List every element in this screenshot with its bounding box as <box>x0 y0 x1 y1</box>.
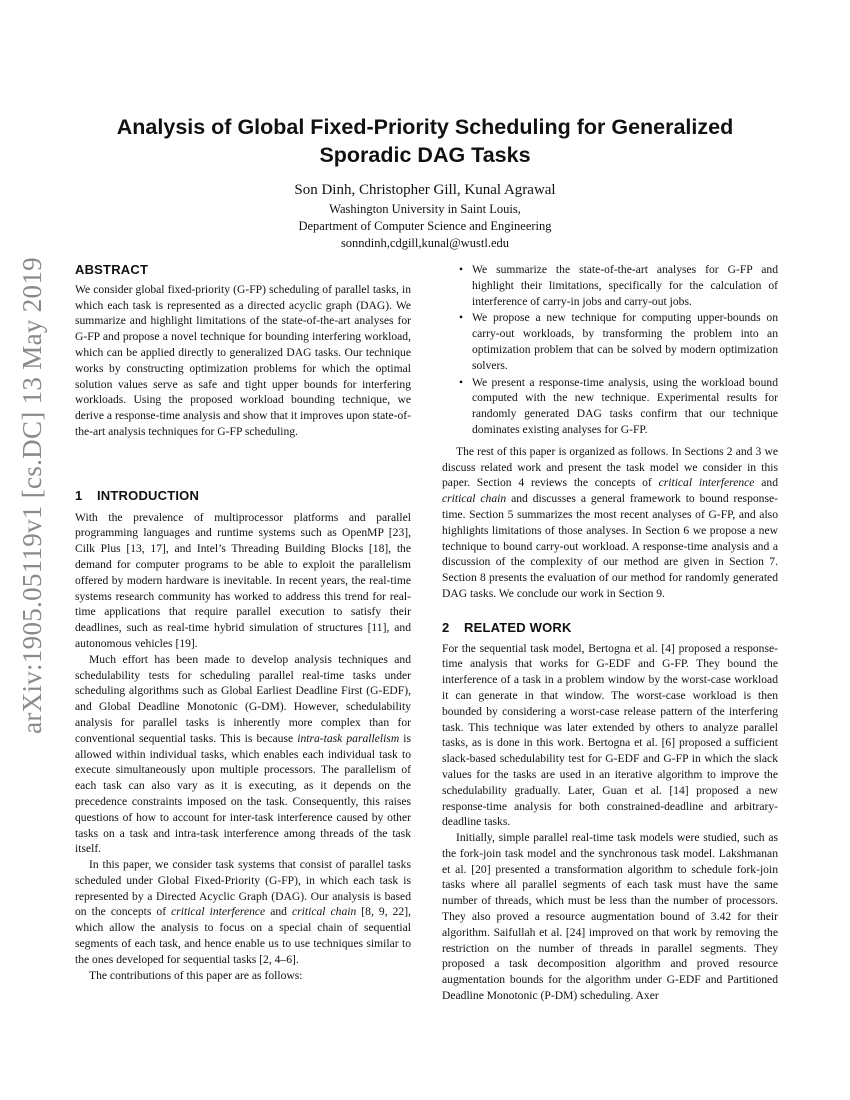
author-emails: sonndinh,cdgill,kunal@wustl.edu <box>340 236 510 250</box>
abstract-text: We consider global fixed-priority (G-FP) scheduling of parallel tasks, in which each task is represented as a directed acyclic graph (DAG). We summarize and highlight limitations of the state-of-the-art analyses for G-FP and propose a novel technique for bounding interfering workload, which can be applied directly to generalized DAG tasks. Our technique works by constructing optimization problems for which the optimal solution values serve as safe and tight upper bounds for interfering workloads. Using the proposed workload bounding technique, we derive a response-time analysis and show that it improves upon state-of-the-art analysis techniques for G-FP scheduling. <box>75 282 411 438</box>
paper-title: Analysis of Global Fixed-Priority Scheduling for Generalized Sporadic DAG Tasks <box>116 115 734 167</box>
abstract-heading: ABSTRACT <box>75 262 149 277</box>
related-paragraph-1: For the sequential task model, Bertogna et al. [4] proposed a response-time analysis that works for G-EDF and G-FP. They bound the interference of a task in a problem window by the worst-case workload it can generate in that window. The worst-case workload is then bounded by considering a worst-case release pattern of the interfering task. This technique was later extended by others to analyze parallel tasks, as is done in this work. Bertogna et al. [6] proposed a sufficient slack-based schedulability test for G-EDF and G-FP in which the slack values for the tasks are used in an iterative algorithm to improve the schedulability gradually. Later, Guan et al. [14] proposed a new response-time analysis for both constrained-deadline and arbitrary-deadline tasks. <box>442 641 778 829</box>
left-column <box>75 262 411 983</box>
section-number: 2 <box>442 619 450 635</box>
related-work-heading <box>442 620 778 636</box>
organization-paragraph: The rest of this paper is organized as follows. In Sections 2 and 3 we discuss related work and present the task model we consider in this paper. Section 4 reviews the concepts of critical interference and critical chain and discusses a general framework to bound response-time. Section 5 summarizes the most recent analyses of G-FP, and also highlights limitations of those analyses. In Section 6 we propose a new technique to bound carry-out workload. A response-time analysis and a discussion of the complexity of our method are given in Section 7. Section 8 presents the evaluation of our method for randomly generated DAG tasks. We conclude our work in Section 9. <box>442 444 779 600</box>
department: Department of Computer Science and Engineering <box>298 219 552 233</box>
list-item: • We summarize the state-of-the-art analyses for G-FP and highlight their limitations, specifically for the calculation of interference of carry-in jobs and carry-out jobs. <box>472 262 778 309</box>
intro-paragraph-1: With the prevalence of multiprocessor platforms and parallel programming languages and runtime systems such as OpenMP [23], Cilk Plus [13, 17], and Intel’s Threading Building Blocks [18], the demand for computer programs to be able to exploit the parallelism offered by modern hardware is inevitable. In recent years, the real-time systems research community has worked to address this trend for real-time applications that require parallel execution to satisfy their deadlines, such as real-time hybrid simulation of structures [11], and autonomous vehicles [19]. <box>75 510 411 650</box>
introduction-heading <box>75 488 411 504</box>
affiliation-block <box>75 201 775 252</box>
contributions-list <box>442 262 778 438</box>
intro-paragraph-3: In this paper, we consider task systems that consist of parallel tasks scheduled under Global Fixed-Priority (G-FP), in which each task is represented by a Directed Acyclic Graph (DAG). Our analysis is based on the concepts of critical interference and critical chain [8, 9, 22], which allow the analysis to focus on a special chain of sequential segments of each task, and hence enable us to use techniques similar to the ones developed for sequential tasks [2, 4–6]. <box>75 858 411 966</box>
right-column <box>442 262 778 1004</box>
institution: Washington University in Saint Louis, <box>329 202 521 216</box>
author-list: Son Dinh, Christopher Gill, Kunal Agrawal <box>294 182 556 198</box>
list-item: • We propose a new technique for computing upper-bounds on carry-out workloads, by transforming the problem into an optimization problem that can be solved by modern optimization solvers. <box>472 310 778 373</box>
arxiv-identifier-text: arXiv:1905.05119v1 [cs.DC] 13 May 2019 <box>16 256 47 734</box>
section-title: INTRODUCTION <box>97 487 200 503</box>
section-number: 1 <box>75 487 83 503</box>
related-paragraph-2: Initially, simple parallel real-time task models were studied, such as the fork-join task model and the synchronous task model. Lakshmanan et al. [20] presented a transformation algorithm to schedule fork-join tasks where all parallel segments of each task must have the same number of threads, which must be less than the number of processors. They also proved a resource augmentation bound of 3.42 for their algorithm. Saifullah et al. [24] improved on that work by removing the restriction on the number of threads in parallel segments. They proposed a task decomposition algorithm and proved resource augmentation bounds for the algorithm under G-EDF and Partitioned Deadline Monotonic (P-DM) scheduling. Axer <box>442 831 778 1003</box>
list-item: • We present a response-time analysis, using the workload bound computed with the new technique. Experimental results for randomly generated DAG tasks confirm that our technique dominates existing analyses for G-FP. <box>472 375 778 438</box>
intro-paragraph-2: Much effort has been made to develop analysis techniques and schedulability tests for scheduling parallel real-time tasks under scheduling algorithms such as Global Earliest Deadline First (G-EDF), and Global Deadline Monotonic (G-DM). However, schedulability analysis for parallel tasks is inherently more complex than for conventional sequential tasks. This is because intra-task parallelism is allowed within individual tasks, which enables each individual task to execute simultaneously upon multiple processors. The parallelism of each task can also vary as it is executing, as it depends on the precedence constraints imposed on the task. Consequently, this raises questions of how to account for inter-task interference caused by other tasks on a task and intra-task interference among threads of the task itself. <box>75 652 412 856</box>
arxiv-identifier <box>12 256 52 734</box>
section-title: RELATED WORK <box>464 619 572 635</box>
intro-paragraph-4: The contributions of this paper are as follows: <box>89 968 303 982</box>
